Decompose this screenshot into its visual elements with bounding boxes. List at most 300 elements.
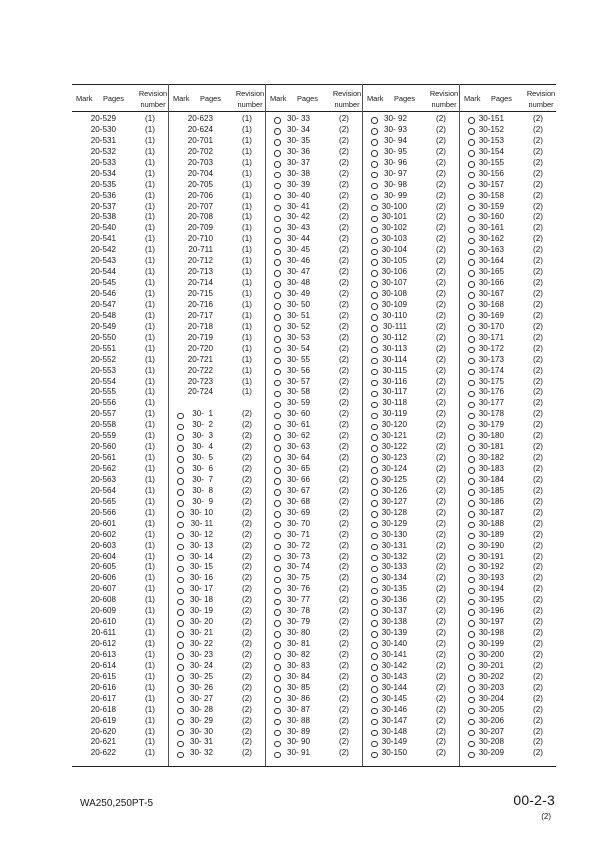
table-row (72, 355, 168, 366)
page-cell: 30-204 (478, 693, 504, 703)
revision-cell: (1) (242, 343, 252, 353)
revision-cell: (2) (533, 584, 543, 594)
revision-mark-icon (274, 336, 281, 343)
revision-mark-icon (177, 424, 184, 431)
revision-mark-icon (468, 588, 475, 595)
revision-mark-icon (274, 555, 281, 562)
table-row (460, 300, 556, 311)
revision-mark-icon (177, 555, 184, 562)
page-cell: 30-162 (478, 234, 504, 244)
page-cell: 20-603 (90, 540, 116, 550)
revision-cell: (2) (436, 693, 446, 703)
page-cell: 20-553 (90, 365, 116, 375)
page-cell: 20-565 (90, 496, 116, 506)
page-cell: 30- 81 (287, 639, 310, 648)
revision-mark-icon (468, 456, 475, 463)
revision-cell: (2) (533, 617, 543, 627)
table-row (72, 202, 168, 213)
page-cell: 30-109 (381, 299, 407, 309)
revision-mark-icon (177, 467, 184, 474)
page-cell: 30-106 (381, 267, 407, 277)
revision-cell: (2) (533, 157, 543, 167)
revision-mark-icon (371, 445, 378, 452)
revision-cell: (2) (339, 398, 349, 408)
page-cell: 30- 50 (287, 299, 310, 309)
revision-mark-icon (468, 533, 475, 540)
revision-cell: (1) (242, 190, 252, 200)
revision-mark-icon (274, 708, 281, 715)
revision-mark-icon (468, 555, 475, 562)
revision-cell: (2) (339, 715, 349, 725)
table-row (363, 552, 459, 563)
revision-cell: (2) (533, 660, 543, 670)
table-row (363, 584, 459, 595)
revision-cell: (2) (242, 715, 252, 725)
table-row (169, 705, 265, 716)
page-cell: 30-130 (381, 529, 407, 539)
revision-header-line1: Revision (138, 89, 168, 98)
revision-cell: (2) (242, 639, 252, 648)
table-row (72, 573, 168, 584)
table-row (72, 398, 168, 409)
page-cell: 30-125 (381, 474, 407, 484)
pages-header: Pages (491, 94, 512, 103)
page-cell: 30-173 (478, 354, 504, 364)
page-cell: 20-722 (187, 365, 213, 375)
revision-mark-icon (274, 577, 281, 584)
table-row (266, 136, 362, 147)
table-row (363, 628, 459, 639)
revision-mark-icon (371, 161, 378, 168)
revision-cell: (1) (145, 453, 155, 463)
page-cell: 30-140 (381, 639, 407, 648)
revision-cell: (2) (339, 529, 349, 539)
page-cell: 30- 89 (287, 726, 310, 736)
revision-cell: (1) (242, 179, 252, 189)
revision-mark-icon (371, 227, 378, 234)
page-cell: 30-199 (478, 639, 504, 648)
revision-cell: (1) (145, 573, 155, 583)
revision-cell: (2) (533, 332, 543, 342)
table-row (266, 639, 362, 650)
table-row (460, 267, 556, 278)
page-cell: 30- 8 (192, 485, 213, 495)
revision-cell: (1) (145, 135, 155, 145)
revision-cell: (2) (533, 464, 543, 473)
page-cell: 30-119 (382, 409, 407, 419)
page-cell: 20-555 (90, 387, 116, 397)
revision-cell: (2) (533, 289, 543, 298)
revision-cell: (1) (145, 485, 155, 495)
table-row (72, 158, 168, 169)
revision-mark-icon (371, 609, 378, 616)
table-row (460, 289, 556, 300)
revision-cell: (2) (339, 748, 349, 758)
page-cell: 30- 86 (287, 693, 310, 703)
page-cell: 30-206 (478, 715, 504, 725)
revision-cell: (2) (533, 639, 543, 648)
revision-mark-icon (274, 511, 281, 518)
table-row (363, 333, 459, 344)
page-cell: 20-532 (90, 146, 116, 156)
table-row (72, 639, 168, 650)
revision-mark-icon (468, 227, 475, 234)
page-cell: 20-566 (90, 507, 116, 517)
revision-cell: (2) (242, 617, 252, 627)
table-row (72, 377, 168, 388)
revision-mark-icon (274, 292, 281, 299)
revision-cell: (2) (242, 485, 252, 495)
revision-cell: (2) (242, 595, 252, 605)
page-cell: 20-624 (187, 124, 213, 134)
table-row (460, 584, 556, 595)
table-row (169, 355, 265, 366)
table-row (72, 628, 168, 639)
table-row (169, 431, 265, 442)
table-row (72, 737, 168, 748)
table-row (72, 114, 168, 125)
revision-cell: (1) (242, 321, 252, 331)
column-group-1 (72, 84, 168, 766)
revision-mark-icon (371, 128, 378, 135)
page-cell: 30-172 (478, 343, 504, 353)
revision-cell: (2) (533, 234, 543, 244)
revision-cell: (2) (436, 310, 446, 320)
table-row (72, 212, 168, 223)
table-row (72, 497, 168, 508)
table-row (72, 234, 168, 245)
revision-mark-icon (371, 456, 378, 463)
revision-cell: (1) (145, 179, 155, 189)
page-cell: 30-115 (382, 365, 407, 375)
revision-cell: (1) (145, 704, 155, 714)
table-row (363, 464, 459, 475)
page-cell: 30-168 (478, 299, 504, 309)
page-cell: 30-129 (381, 518, 407, 528)
table-row (363, 267, 459, 278)
page-cell: 30- 14 (190, 551, 213, 561)
table-row (266, 573, 362, 584)
revision-mark-icon (177, 719, 184, 726)
revision-cell: (1) (242, 299, 252, 309)
page-cell: 30- 84 (287, 671, 310, 681)
table-row (460, 497, 556, 508)
table-row (169, 311, 265, 322)
table-row (363, 683, 459, 694)
page-cell: 30-192 (478, 562, 504, 572)
page-cell: 20-536 (90, 190, 116, 200)
revision-cell: (1) (145, 321, 155, 331)
page-cell: 20-533 (90, 157, 116, 167)
page-cell: 20-613 (90, 649, 116, 659)
page-cell: 30- 77 (287, 595, 310, 605)
table-bottom-rule (72, 766, 556, 767)
revision-cell: (2) (436, 682, 446, 692)
page-cell: 30- 42 (287, 212, 310, 222)
revision-mark-icon (274, 183, 281, 190)
table-row (72, 562, 168, 573)
page-cell: 30-122 (381, 442, 407, 452)
table-row (460, 431, 556, 442)
page-cell: 20-563 (90, 474, 116, 484)
revision-mark-icon (274, 533, 281, 540)
page-cell: 20-724 (187, 387, 213, 397)
page-cell: 30-180 (478, 431, 504, 441)
revision-cell: (2) (339, 114, 349, 123)
revision-cell: (2) (436, 157, 446, 167)
revision-cell: (1) (145, 442, 155, 452)
page-cell: 30- 44 (287, 234, 310, 244)
page-cell: 30- 93 (384, 124, 407, 134)
table-row (460, 387, 556, 398)
revision-header (429, 88, 459, 110)
page-cell: 20-617 (90, 693, 116, 703)
page-cell: 30-139 (381, 628, 407, 638)
page-cell: 30-196 (478, 606, 504, 616)
table-row (363, 486, 459, 497)
revision-cell: (2) (339, 693, 349, 703)
revision-mark-icon (371, 172, 378, 179)
revision-mark-icon (468, 270, 475, 277)
revision-cell: (2) (242, 529, 252, 539)
revision-cell: (2) (533, 278, 543, 288)
revision-header-line1: Revision (526, 89, 556, 98)
revision-header (332, 88, 362, 110)
table-row (363, 344, 459, 355)
revision-mark-icon (177, 456, 184, 463)
revision-mark-icon (371, 358, 378, 365)
table-row (363, 541, 459, 552)
table-row (460, 453, 556, 464)
revision-cell: (2) (436, 606, 446, 616)
table-row (72, 311, 168, 322)
revision-mark-icon (274, 325, 281, 332)
table-row (460, 464, 556, 475)
revision-cell: (2) (436, 671, 446, 681)
revision-mark-icon (468, 117, 475, 124)
table-row (363, 377, 459, 388)
table-row (266, 737, 362, 748)
page-cell: 30- 70 (287, 518, 310, 528)
page-cell: 30-116 (382, 376, 407, 386)
revision-mark-icon (274, 741, 281, 748)
revision-mark-icon (371, 686, 378, 693)
revision-mark-icon (274, 358, 281, 365)
page-cell: 30-163 (478, 245, 504, 255)
revision-mark-icon (177, 588, 184, 595)
page-cell: 30- 12 (190, 529, 213, 539)
revision-cell: (1) (242, 124, 252, 134)
table-row (72, 245, 168, 256)
revision-cell: (2) (339, 223, 349, 233)
page-cell: 30-126 (381, 485, 407, 495)
table-row (72, 519, 168, 530)
table-row (266, 475, 362, 486)
revision-cell: (2) (339, 737, 349, 747)
page-cell: 30- 88 (287, 715, 310, 725)
revision-cell: (2) (436, 496, 446, 506)
revision-cell: (2) (436, 223, 446, 233)
revision-cell: (1) (145, 190, 155, 200)
table-row (363, 202, 459, 213)
revision-cell: (1) (145, 223, 155, 233)
page-cell: 30-141 (381, 649, 407, 659)
revision-mark-icon (468, 183, 475, 190)
page-cell: 30- 31 (190, 737, 213, 747)
revision-cell: (2) (339, 387, 349, 397)
page-cell: 30-135 (381, 584, 407, 594)
table-row (460, 158, 556, 169)
table-row (72, 661, 168, 672)
table-row (266, 683, 362, 694)
page-cell: 30-169 (478, 310, 504, 320)
revision-mark-icon (468, 424, 475, 431)
revision-cell: (2) (339, 507, 349, 517)
revision-cell: (2) (339, 464, 349, 473)
row-list (169, 114, 265, 759)
page-cell: 30- 69 (287, 507, 310, 517)
table-row (72, 584, 168, 595)
table-row (72, 256, 168, 267)
revision-mark-icon (177, 478, 184, 485)
table-row (363, 748, 459, 759)
revision-cell: (2) (533, 299, 543, 309)
revision-mark-icon (274, 161, 281, 168)
table-row (266, 322, 362, 333)
table-row (460, 573, 556, 584)
table-row (169, 223, 265, 234)
table-row (169, 519, 265, 530)
revision-cell: (2) (533, 409, 543, 419)
revision-mark-icon (177, 544, 184, 551)
page-cell: 30- 23 (190, 649, 213, 659)
page-cell: 30-123 (381, 453, 407, 463)
page-cell: 30-103 (381, 234, 407, 244)
page-cell: 30- 63 (287, 442, 310, 452)
revision-cell: (1) (242, 245, 252, 255)
page-cell: 30-197 (478, 617, 504, 627)
page-cell: 30-167 (478, 289, 504, 298)
page-cell: 30- 96 (384, 157, 407, 167)
page-cell: 20-710 (187, 234, 213, 244)
page-cell: 30- 91 (287, 748, 310, 758)
column-header (72, 84, 168, 111)
revision-mark-icon (468, 577, 475, 584)
table-row (266, 158, 362, 169)
page-cell: 20-529 (90, 114, 116, 123)
table-row (266, 387, 362, 398)
table-row (169, 748, 265, 759)
revision-mark-icon (177, 752, 184, 759)
revision-mark-icon (274, 434, 281, 441)
page-cell: 30- 54 (287, 343, 310, 353)
table-row (72, 344, 168, 355)
revision-mark-icon (371, 620, 378, 627)
revision-cell: (2) (339, 649, 349, 659)
table-row (266, 420, 362, 431)
page-cell: 20-723 (187, 376, 213, 386)
revision-cell: (2) (436, 474, 446, 484)
pages-header: Pages (394, 94, 415, 103)
page-cell: 30- 71 (287, 529, 310, 539)
revision-cell: (1) (145, 649, 155, 659)
revision-cell: (2) (436, 595, 446, 605)
page-cell: 20-620 (90, 726, 116, 736)
page-cell: 20-557 (90, 409, 116, 419)
page-cell: 30-171 (478, 332, 504, 342)
page-cell: 30-202 (478, 671, 504, 681)
revision-cell: (2) (242, 737, 252, 747)
page-cell: 30-182 (478, 453, 504, 463)
page-cell: 30-176 (478, 387, 504, 397)
page-cell: 30-133 (381, 562, 407, 572)
revision-cell: (2) (533, 649, 543, 659)
revision-mark-icon (468, 336, 475, 343)
table-row (169, 333, 265, 344)
page-cell: 30- 37 (287, 157, 310, 167)
page-cell: 20-623 (187, 114, 213, 123)
revision-cell: (2) (436, 376, 446, 386)
table-row (72, 387, 168, 398)
revision-mark-icon (468, 369, 475, 376)
revision-cell: (1) (145, 464, 155, 473)
revision-cell: (1) (145, 431, 155, 441)
page-cell: 30-159 (478, 201, 504, 211)
revision-cell: (1) (242, 212, 252, 222)
revision-mark-icon (177, 697, 184, 704)
revision-cell: (2) (533, 693, 543, 703)
revision-cell: (1) (145, 737, 155, 747)
page-cell: 30- 60 (287, 409, 310, 419)
page-cell: 20-535 (90, 179, 116, 189)
table-row (72, 180, 168, 191)
revision-mark-icon (274, 500, 281, 507)
page-cell: 30- 21 (190, 628, 213, 638)
table-row (363, 508, 459, 519)
page-cell: 30-156 (478, 168, 504, 178)
page-cell: 30-175 (478, 376, 504, 386)
revision-cell: (1) (242, 223, 252, 233)
revision-cell: (2) (533, 748, 543, 758)
table-row (266, 661, 362, 672)
revision-cell: (2) (339, 332, 349, 342)
revision-mark-icon (371, 511, 378, 518)
page-cell: 20-622 (90, 748, 116, 758)
table-row (169, 387, 265, 398)
revision-mark-icon (468, 467, 475, 474)
table-row (169, 617, 265, 628)
page-cell: 30- 32 (190, 748, 213, 758)
table-row (169, 672, 265, 683)
revision-mark-icon (371, 533, 378, 540)
pages-header: Pages (200, 94, 221, 103)
table-row (169, 486, 265, 497)
revision-mark-icon (371, 205, 378, 212)
table-row (363, 125, 459, 136)
revision-mark-icon (468, 292, 475, 299)
revision-mark-icon (274, 653, 281, 660)
table-row (169, 278, 265, 289)
table-row (363, 245, 459, 256)
page-cell: 30-189 (478, 529, 504, 539)
revision-cell: (2) (533, 671, 543, 681)
page-cell: 30- 15 (190, 562, 213, 572)
revision-mark-icon (371, 555, 378, 562)
table-row (266, 223, 362, 234)
page-cell: 30- 99 (384, 190, 407, 200)
pages-header: Pages (297, 94, 318, 103)
table-row (266, 584, 362, 595)
